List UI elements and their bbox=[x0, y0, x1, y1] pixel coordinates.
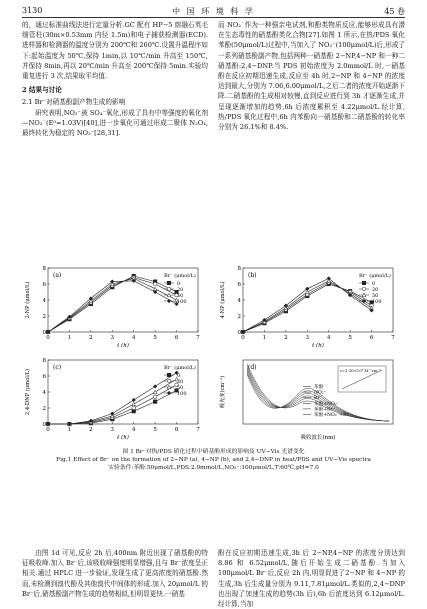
x-tick-label: 1 bbox=[262, 335, 267, 341]
page-number: 3130 bbox=[22, 6, 43, 15]
legend-label: 苯酚 bbox=[314, 385, 324, 390]
x-tick-label: 3 bbox=[305, 335, 310, 341]
x-tick-label: 3 bbox=[110, 335, 115, 341]
x-tick-label: 0 bbox=[241, 335, 245, 341]
legend-title: Br⁻ (μmol/L) bbox=[359, 273, 391, 279]
data-point bbox=[167, 281, 171, 285]
y-tick-label: 2 bbox=[42, 314, 46, 320]
data-point bbox=[167, 391, 171, 395]
data-point bbox=[132, 406, 136, 410]
x-tick-label: 6 bbox=[174, 335, 179, 341]
panel-c-chart bbox=[22, 354, 210, 442]
data-point bbox=[362, 281, 366, 285]
x-tick-label: 4 bbox=[326, 335, 331, 341]
x-tick-label: 7 bbox=[391, 335, 395, 341]
legend-label: 苯酚+NO₂⁻+Br⁻ bbox=[314, 413, 351, 418]
panel-b-chart bbox=[217, 262, 405, 350]
caption-conditions: 实验条件:苯酚:50μmol/L,PDS:2.0mmol/L,NO₂⁻:100μmol/L,T:60℃,pH=7.0 bbox=[108, 465, 319, 471]
y-tick-label: 0 bbox=[237, 330, 241, 336]
volume-label: 45 卷 bbox=[384, 7, 405, 16]
x-tick-label: 5 bbox=[348, 335, 352, 341]
data-point bbox=[153, 390, 157, 394]
panel-d-spectra bbox=[217, 354, 405, 442]
data-point bbox=[153, 395, 157, 399]
data-point bbox=[153, 400, 157, 404]
data-point bbox=[132, 402, 136, 406]
data-point bbox=[153, 385, 157, 389]
x-tick-label: 4 bbox=[131, 427, 136, 433]
data-point bbox=[132, 398, 136, 402]
panel-a-chart bbox=[22, 262, 210, 350]
legend-label: 苯酚+NO₂⁻ bbox=[314, 401, 340, 407]
y-tick-label: 8 bbox=[42, 266, 46, 272]
legend-label: 20 bbox=[177, 379, 184, 385]
panel-letter: (d) bbox=[248, 364, 257, 371]
y-tick-label: 0 bbox=[42, 330, 46, 336]
x-axis-label: 吸收波长(nm) bbox=[300, 435, 336, 441]
y-axis-label: 4-NP (μmol/L) bbox=[220, 281, 226, 319]
y-tick-label: 0 bbox=[42, 422, 46, 428]
caption-en: Fig.1 Effect of Br⁻ on the formation of 2−NP (a), 4−NP (b), and 2,4−DNP in heat/PDS and UV−Vis spectra bbox=[56, 457, 371, 463]
bottom-left-paragraph: 由图 1d 可见,反应 2h 后,400nm 附近出现了硝基酚的特征吸收峰.加入 Br⁻后,该吸收峰强度明显增强,且与 Br⁻浓度呈正相关.通过 HPLC 进一步验证,发现生成了更高浓度的硝基酚.然而,未检测到溴代酚及其他溴代中间体的形成.加入 20μmol/L 的 Br⁻后,硝基酚副产物生成的趋势相似,但明显更快.一硝基 bbox=[22, 549, 208, 598]
legend-label: 100 bbox=[372, 299, 382, 305]
x-tick-label: 0 bbox=[46, 427, 50, 433]
y-tick-label: 8 bbox=[42, 358, 46, 364]
x-axis-label: t (h) bbox=[312, 343, 324, 349]
y-tick-label: 4 bbox=[237, 298, 241, 304]
x-tick-label: 5 bbox=[153, 427, 157, 433]
data-point bbox=[167, 287, 171, 291]
body-paragraph: 研究表明,NO₂⁻被 SO₄⁻氧化,形成了具有中等强度的氧化剂—NO₂˙(E⁰=1.03V)[40],进一步氧化可通过形成二聚体 N₂O₄,最终转化为稳定的 NO₃⁻[28,31]. bbox=[22, 108, 208, 138]
y-tick-label: 6 bbox=[42, 374, 46, 380]
y-tick-label: 2 bbox=[237, 314, 241, 320]
data-point bbox=[362, 287, 366, 291]
x-tick-label: 4 bbox=[131, 335, 136, 341]
data-point bbox=[167, 379, 171, 383]
legend-label: 苯酚+Br⁻ bbox=[314, 407, 336, 413]
section-heading: 2 结果与讨论 bbox=[22, 86, 62, 95]
x-axis-label: t (h) bbox=[117, 435, 129, 441]
legend-label: 20 bbox=[177, 287, 184, 293]
data-point bbox=[167, 373, 171, 377]
bottom-right-text bbox=[218, 548, 405, 609]
legend-label: 50 bbox=[372, 293, 379, 299]
legend-label: 100 bbox=[177, 391, 187, 397]
legend-label: Br⁻ bbox=[314, 396, 322, 402]
x-tick-label: 2 bbox=[284, 335, 288, 341]
journal-title: 中 国 环 境 科 学 bbox=[172, 7, 255, 16]
figure-caption bbox=[22, 448, 405, 472]
legend-label: 0 bbox=[177, 281, 181, 287]
legend-label: 0 bbox=[372, 281, 376, 287]
legend-title: Br⁻ (μmol/L) bbox=[164, 273, 196, 279]
y-tick-label: 6 bbox=[237, 282, 241, 288]
x-tick-label: 7 bbox=[196, 335, 200, 341]
header-rule bbox=[22, 17, 405, 18]
x-tick-label: 6 bbox=[174, 427, 179, 433]
legend-label: 0 bbox=[177, 373, 181, 379]
x-axis-label: t (h) bbox=[117, 343, 129, 349]
method-paragraph: 的，通过标准曲线法进行定量分析.GC 配有 HP−5 熔融石英毛细管柱(30m×0.53mm 内径 1.5m)和电子捕获检测器(ECD).进样器和检测器的温度分别为 200℃和 260℃.设置升温程序如下:起始温度为 50℃,保持 1min,以 10℃/min 升高至 150℃,并保持 8min,再以 20℃/min 升高至 200℃保持 5min.实验均重复进行 3 次,结果取平均值. bbox=[22, 21, 208, 81]
legend-label: 50 bbox=[177, 293, 184, 299]
figure-1 bbox=[22, 262, 405, 522]
x-tick-label: 0 bbox=[46, 335, 50, 341]
x-tick-label: 1 bbox=[67, 335, 72, 341]
caption-cn: 图 1 Br⁻对热/PDS 硝化过程中硝基酚形成的影响及 UV−Vis 光谱变化 bbox=[122, 449, 305, 455]
bottom-right-paragraph: 酚在反应初期迅速生成,3h 后 2−NP,4−NP 的浓度分别达到 8.86 和 6.52μmol/L,随后开始生成二硝基酚.当加入 100μmol/L Br⁻后,反应 2h 内,明显促进了2−NP 和 4−NP 的生成,3h 后生成量分别为 9.11,7.81μmol/L.类似的,2,4−DNP 也出现了加速生成的趋势(3h 后),6h 后浓度达到 6.12μmol/L.经计算,当加 bbox=[218, 549, 405, 609]
right-column bbox=[218, 20, 405, 132]
body-paragraph: 而 NO₂˙作为一种强亲电试剂,和酚类物质反应,能够形成具有潜在生态毒性的硝基酚类化合物[27].如图 1 所示,在热/PDS 氧化苯酚(50μmol/L)过程中,当加入了 NO₂⁻(100μmol/L)后,形成了一系列硝基酚副产物,包括两种一硝基酚 2−NP,4−NP 和一种二硝基酚:2,4−DNP.当 PDS 初始浓度为 2.0mmol/L 时,一硝基酚在反应初期迅速生成,反应至 4h 时,2−NP 和 4−NP 的浓度达到最大,分别为 7.06,6.00μmol/L,之后二者的浓度开始逐渐下降.二硝基酚的生成相对较慢,直到反应进行到 3h 才逐渐生成,并呈现逐渐增加的趋势,6h 后浓度累积至 4.22μmol/L.经计算,热/PDS 氧化过程中,6h 内苯酚向一硝基酚和二硝基酚的转化率分别为 26.1%和 8.4%. bbox=[218, 21, 406, 132]
legend-label: 100 bbox=[177, 299, 187, 305]
subsection-heading: 2.1 Br⁻对硝基酚副产物生成的影响 bbox=[22, 98, 126, 107]
bottom-left-text bbox=[22, 548, 208, 599]
x-tick-label: 7 bbox=[196, 427, 200, 433]
left-column bbox=[22, 20, 208, 138]
x-tick-label: 2 bbox=[89, 427, 93, 433]
y-axis-label: 吸光度(cm⁻¹) bbox=[220, 375, 226, 409]
panel-letter: (c) bbox=[53, 364, 62, 371]
page-header bbox=[0, 4, 427, 18]
y-axis-label: 2,4-DNP (μmol/L) bbox=[25, 368, 31, 416]
y-tick-label: 4 bbox=[42, 298, 46, 304]
x-tick-label: 3 bbox=[110, 427, 115, 433]
y-tick-label: 6 bbox=[42, 282, 46, 288]
x-tick-label: 2 bbox=[89, 335, 93, 341]
data-point bbox=[167, 299, 171, 303]
legend-title: Br⁻ (μmol/L) bbox=[164, 365, 196, 371]
x-tick-label: 5 bbox=[153, 335, 157, 341]
data-point bbox=[110, 412, 114, 416]
y-tick-label: 4 bbox=[42, 390, 46, 396]
legend-label: 20 bbox=[372, 287, 379, 293]
legend-label: NO₂⁻ bbox=[314, 390, 327, 396]
y-axis-label: 2-NP (μmol/L) bbox=[25, 281, 31, 319]
inset-label: ε=1.30×10⁴ M⁻¹cm⁻¹ bbox=[340, 368, 382, 373]
x-tick-label: 6 bbox=[369, 335, 374, 341]
y-tick-label: 8 bbox=[237, 266, 241, 272]
panel-letter: (a) bbox=[53, 272, 62, 279]
data-point bbox=[153, 282, 157, 286]
y-tick-label: 2 bbox=[42, 406, 46, 412]
legend-label: 50 bbox=[177, 385, 184, 391]
x-tick-label: 1 bbox=[67, 427, 72, 433]
panel-letter: (b) bbox=[248, 272, 257, 279]
